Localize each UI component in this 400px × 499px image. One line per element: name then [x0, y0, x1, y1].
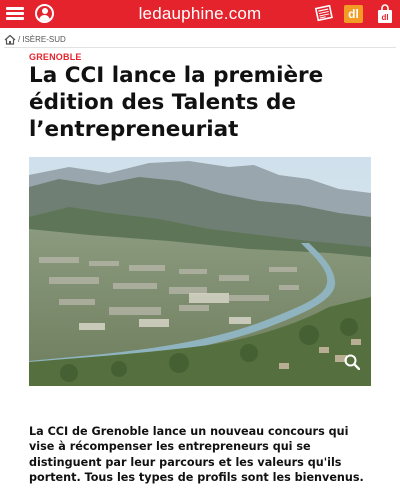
- bag-icon-mark: dl: [381, 13, 389, 22]
- breadcrumb-separator: /: [18, 34, 21, 44]
- breadcrumb-divider: [4, 47, 396, 48]
- top-bar: [0, 0, 400, 28]
- newspaper-icon[interactable]: [314, 5, 334, 22]
- article-lead: La CCI de Grenoble lance un nouveau concours qui vise à récompenser les entrepreneurs qui se distinguent par leur parcours et les valeurs qu'ils portent. Tous les types de profils sont les bienvenus.: [29, 425, 364, 485]
- breadcrumb-current[interactable]: ISÈRE-SUD: [22, 34, 66, 44]
- article-photo[interactable]: [29, 157, 371, 386]
- shopping-bag-icon[interactable]: [376, 4, 394, 24]
- zoom-icon[interactable]: [344, 354, 360, 370]
- article-title: La CCI lance la première édition des Talents de l’entrepreneuriat: [29, 63, 324, 142]
- site-logo[interactable]: ledauphine.com: [138, 4, 262, 23]
- breadcrumb: [4, 32, 66, 46]
- home-icon[interactable]: [4, 34, 16, 45]
- article-section[interactable]: GRENOBLE: [29, 52, 82, 62]
- dl-app-icon[interactable]: dl: [344, 5, 363, 23]
